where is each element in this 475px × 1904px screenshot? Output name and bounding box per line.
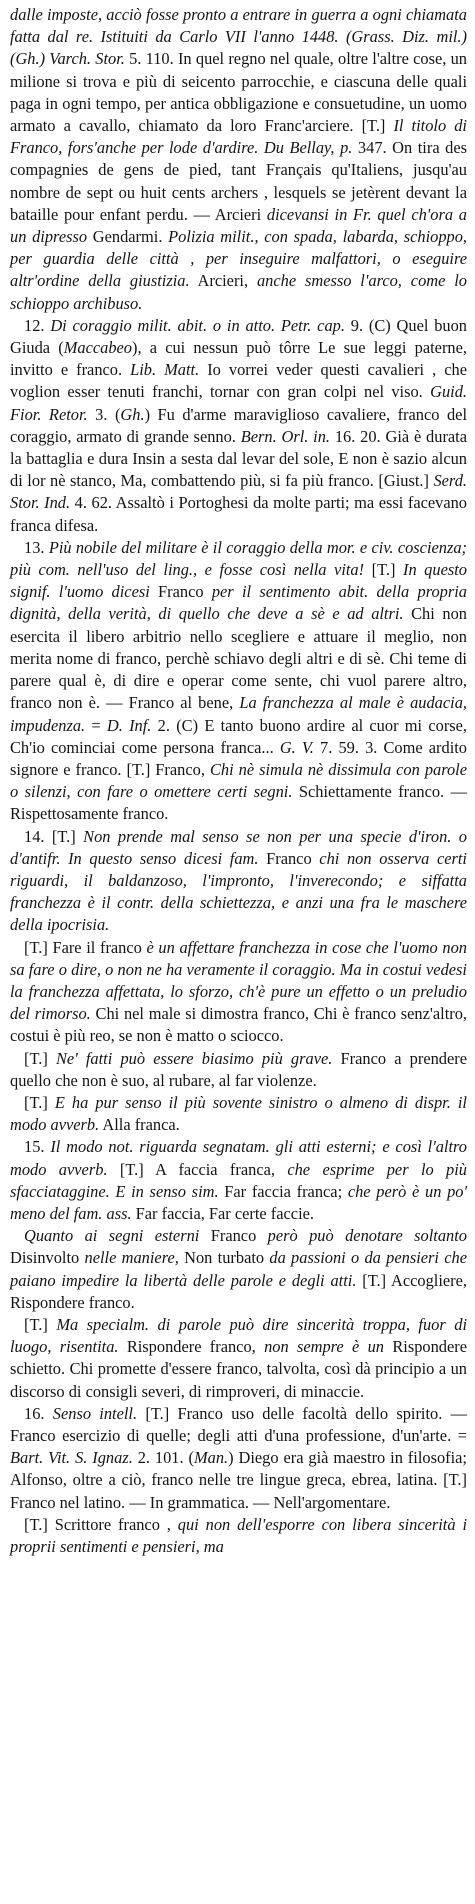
text-run: Rispondere schietto.	[10, 1337, 467, 1379]
italic-text-run: Maccabeo	[63, 338, 132, 358]
entry-paragraph	[10, 1048, 467, 1092]
entry-paragraph	[10, 315, 467, 537]
text-run: Far faccia franca;	[218, 1181, 343, 1201]
entry-paragraph	[10, 1225, 467, 1314]
italic-text-run: Ma specialm. di parole può dire sincerità troppa, fuor di luogo, risentita.	[10, 1314, 467, 1357]
text-run: [T.] Scrittore franco ,	[24, 1514, 171, 1534]
text-run: Io vorrei veder questi cavalieri , che voglion esser tenuti franchi, tornar con gran colpi nel viso.	[10, 360, 468, 402]
italic-text-run: Chi nè simula nè dissimula con parole o silenzi, con fare o omettere certi segni.	[10, 759, 468, 802]
italic-text-run: Guid. Fior. Retor.	[10, 382, 467, 424]
italic-text-run: Gh.	[120, 404, 145, 424]
entry-paragraph	[10, 4, 467, 315]
italic-text-run: non sempre è un	[255, 1337, 385, 1357]
italic-text-run: qui non dell'esporre con libera sincerità i proprii sentimenti e pensieri, ma	[10, 1514, 468, 1557]
text-run: Franco a prendere quello che non è suo, al rubare, al far violenze.	[10, 1048, 467, 1090]
text-run: Non turbato	[178, 1248, 265, 1268]
text-run: 2. (C) E tanto buono ardire al cuor mi corse, Ch'io cominciai come persona franca...	[10, 715, 468, 757]
text-run: Chi nel male si dimostra franco, Chi è franco senz'altro, costui è più reo, se non è matto o sciocco.	[10, 1004, 467, 1046]
text-run: [T.] Fare il franco	[24, 937, 142, 957]
text-run: =	[85, 715, 101, 735]
italic-text-run: dalle imposte, acciò fosse pronto a entrare in guerra a ogni chiamata fatta dal re. Istituiti da Carlo VII l'anno 1448. (Grass. Diz. mil.) (Gh.) Varch. Stor.	[10, 5, 467, 69]
entry-paragraph	[10, 826, 467, 937]
text-run: 7. 59. 3. Come ardito signore e franco. [T.] Franco,	[10, 737, 467, 779]
text-run: 16. 20. Già è durata la battaglia e dura Insin a sesta dal levar del sole, E non è sazio alcun di lor nè stanco, Ma, combattendo più, si fa più franco. [Giust.]	[10, 426, 468, 491]
italic-text-run: Polizia milit., con spada, labarda, schioppo, per guardia delle città , per inseguire malfattori, o eseguire altr'ordine della giustizia.	[10, 227, 468, 291]
italic-text-run: Bart. Vit. S. Ignaz.	[10, 1448, 133, 1468]
italic-text-run: però può denotare soltanto	[256, 1226, 467, 1246]
italic-text-run: Più nobile del militare è il coraggio della mor. e civ. coscienza; più com. nell'uso del ling., e fosse così nella vita!	[10, 537, 467, 580]
text-run: [T.]	[24, 1092, 48, 1112]
text-run: Disinvolto	[10, 1248, 80, 1268]
text-run: [T.] Franco uso delle facoltà dello spirito. — Franco esercizio di quelle; degli atti d'una professione, d'un'arte. =	[10, 1403, 468, 1445]
text-run: 16.	[24, 1403, 53, 1423]
dictionary-entry-text	[10, 4, 467, 1558]
italic-text-run: La franchezza al male è audacia, impudenza.	[10, 693, 467, 735]
text-run: Rispondere franco,	[118, 1337, 256, 1357]
text-run: 3. (	[87, 404, 121, 424]
text-run: [T.] Accogliere, Rispondere franco.	[10, 1270, 467, 1312]
text-run: 2. 101. (	[132, 1448, 194, 1468]
italic-text-run: nelle maniere,	[79, 1248, 179, 1268]
text-run: Franco	[199, 1226, 257, 1246]
italic-text-run: anche smesso l'arco, come lo schioppo archibuso.	[10, 271, 468, 313]
text-run: 4. 62. Assaltò i Portoghesi da molte parti; ma essi facevano franca difesa.	[10, 493, 467, 535]
italic-text-run: Bern. Orl. in.	[235, 426, 331, 446]
italic-text-run: Non prende mal senso se non per una specie d'iron. o d'antifr. In questo senso dicesi fam.	[10, 826, 467, 868]
italic-text-run: dicevansi in Fr. quel ch'ora a un dipresso	[10, 204, 467, 247]
italic-text-run: Serd. Stor. Ind.	[10, 471, 467, 513]
italic-text-run: Quanto ai segni esterni	[24, 1226, 200, 1246]
entry-paragraph	[10, 1136, 467, 1225]
text-run: ), a cui nessun può tôrre Le sue leggi paterne, invitto e franco.	[10, 338, 467, 380]
text-run: 14. [T.]	[24, 826, 76, 846]
text-run: ) Diego era già maestro in filosofia; Alfonso, oltre a ciò, franco nelle tre lingue greca, ebrea, latina. [T.] Franco nel latino. — In grammatica. — Nell'argomentare.	[10, 1448, 467, 1512]
text-run: ) Fu d'arme maraviglioso cavaliere, franco del coraggio, armato di grande senno.	[10, 404, 467, 446]
text-run: Chi promette d'essere franco, talvolta, così dà principio a un discorso di consigli severi, di rimproveri, di minaccie.	[10, 1359, 467, 1401]
text-run: Schiettamente franco. — Rispettosamente franco.	[10, 782, 467, 824]
italic-text-run: D. Inf.	[100, 715, 152, 735]
text-run: [T.] A faccia franca,	[107, 1159, 275, 1179]
text-run: 5. 110. In quel regno nel quale, oltre l'altre cose, un milione si trova e più di seicento parrocchie, e ciascuna delle quali paga in ogni tempo, per antica obbligazione e consuetudine, un uomo armato a cavallo, chiamato da loro Franc'arciere. [T.]	[10, 49, 467, 136]
italic-text-run: In questo signif. l'uomo dicesi	[10, 560, 467, 602]
italic-text-run: Ne' fatti può essere biasimo più grave.	[47, 1048, 333, 1068]
text-run: 9. (C) Quel buon Giuda (	[10, 315, 467, 358]
entry-paragraph	[10, 1314, 467, 1403]
text-run: 12.	[24, 315, 51, 335]
italic-text-run: chi non osserva certi riguardi, il baldanzoso, l'impronto, l'inverecondo; e siffatta franchezza è il contr. della schiettezza, e anzi una fra le maschere della ipocrisia.	[10, 848, 467, 935]
italic-text-run: E ha pur senso il più sovente sinistro o almeno di dispr. il modo avverb.	[10, 1092, 467, 1135]
entry-paragraph	[10, 1403, 467, 1514]
italic-text-run: da passioni o da pensieri che paiano impedire la libertà delle parole e degli atti.	[10, 1248, 467, 1290]
text-run: Alla franca.	[99, 1115, 180, 1135]
italic-text-run: Il modo not. riguarda segnatam. gli atti esterni; e così l'altro modo avverb.	[10, 1137, 467, 1179]
text-run: Gendarmi.	[87, 227, 163, 247]
italic-text-run: Di coraggio milit. abit. o in atto. Petr. cap.	[50, 315, 345, 335]
text-run: [T.]	[24, 1314, 48, 1334]
entry-paragraph	[10, 1514, 467, 1558]
italic-text-run: è un affettare franchezza in cose che l'uomo non sa fare o dire, o non ne ha veramente il coraggio. Ma in costui vedesi la franchezza affettata, lo sforzo, ch'è pure un effetto o un preludio del rimorso.	[10, 937, 467, 1024]
text-run: [T.]	[364, 560, 396, 580]
italic-text-run: per il sentimento abit. della propria dignità, della verità, di quello che deve a sè e ad altri.	[10, 582, 467, 624]
italic-text-run: Man.	[193, 1448, 229, 1468]
text-run: Franco	[149, 582, 204, 602]
text-run: 347. On tira des compagnies de gens de pied, tant Français qu'Italiens, jusqu'au nombre de sept ou huit cents archers , lesquels se jetèrent devant la bataille pour enfant perdu. — Arcieri	[10, 138, 467, 224]
text-run: Chi non esercita il libero arbitrio nello scegliere e attuare il meglio, non merita nome di franco, perchè schiavo degli altri e di sè. Chi teme di parere qual è, di dire e operar come sente, chi vuol parere altro, franco non è. — Franco al bene,	[10, 604, 467, 713]
italic-text-run: G. V.	[273, 737, 314, 757]
text-run: Franco	[258, 848, 312, 868]
entry-paragraph	[10, 1092, 467, 1136]
text-run: [T.]	[24, 1048, 48, 1068]
italic-text-run: che esprime per lo più sfacciataggine. E in senso sim.	[10, 1159, 468, 1201]
text-run: Far faccia, Far certe faccie.	[131, 1203, 315, 1223]
text-run: Arcieri,	[189, 271, 249, 291]
entry-paragraph	[10, 937, 467, 1048]
italic-text-run: Il titolo di Franco, fors'anche per lode d'ardire. Du Bellay, p.	[10, 116, 467, 158]
italic-text-run: Senso intell.	[52, 1403, 138, 1423]
entry-paragraph	[10, 537, 467, 826]
italic-text-run: che però è un po' meno del fam. ass.	[10, 1181, 467, 1223]
text-run: 15.	[24, 1137, 51, 1157]
text-run: 13.	[24, 537, 49, 557]
italic-text-run: Lib. Matt.	[122, 360, 200, 380]
